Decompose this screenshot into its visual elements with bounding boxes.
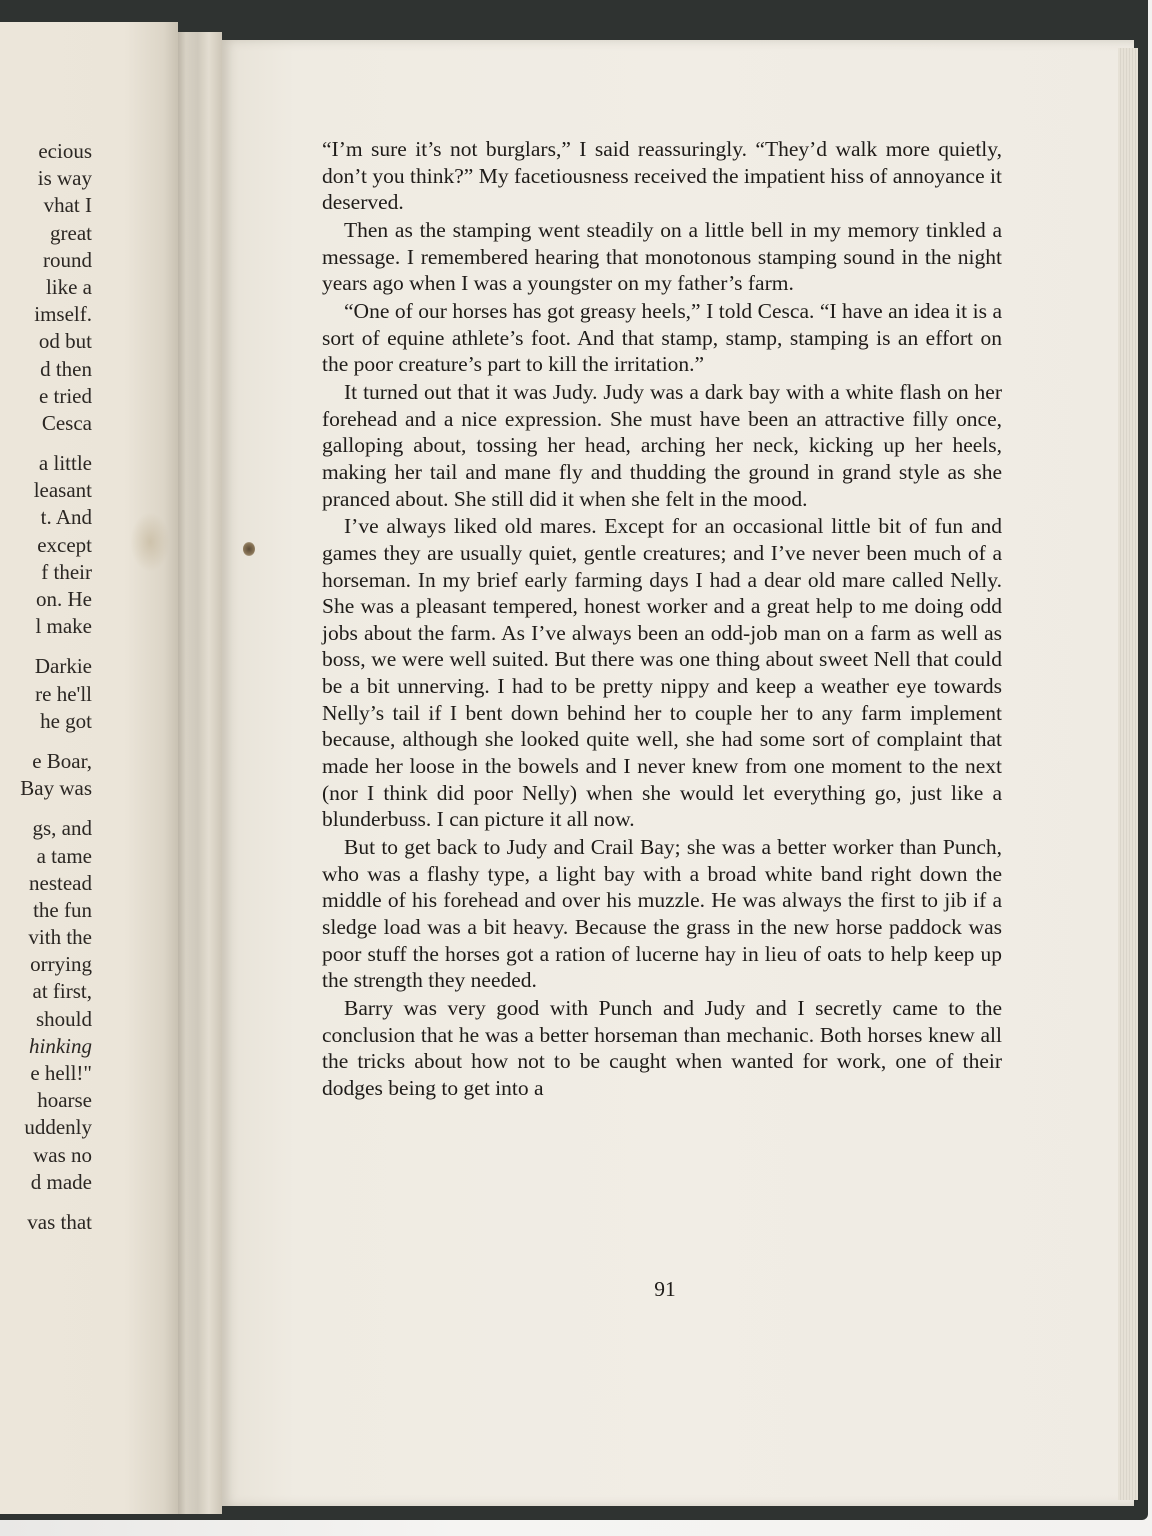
left-line: re he'll [35,681,92,706]
paragraph: It turned out that it was Judy. Judy was a dark bay with a white flash on her forehead and a nice expression. She must have been an attractive filly once, galloping about, tossing her head, arching her neck, kicking up her heels, making her tail and mane fly and thudding the ground in grand style as she pranced about. She still did it when she felt in the mood. [322,379,1002,511]
left-line: vhat I [43,193,92,218]
left-page [0,22,178,1514]
left-line: great [50,220,92,245]
paragraph-gap [0,437,92,450]
paragraph: “One of our horses has got greasy heels,” I told Cesca. “I have an idea it is a sort of equine athlete’s foot. And that stamp, stamp, stamping is an effort on the poor creature’s part to kill the irritation.” [322,298,1002,377]
left-line: at first, [32,979,92,1004]
left-line: e hell!" [30,1061,92,1085]
paragraph-gap [0,802,92,815]
left-line: ecious [38,139,92,163]
page-body-text [322,136,1002,1102]
paragraph: But to get back to Judy and Crail Bay; she was a better worker than Punch, who was a flashy type, a light bay with a broad white band right down the middle of his forehead and over his muzzle. He was always the first to jib if a sledge load was a bit heavy. Because the grass in the new horse paddock was poor stuff the horses got a ration of lucerne hay in lieu of oats to help keep up the strength they needed. [322,835,1002,993]
paragraph: Then as the stamping went steadily on a little bell in my memory tinkled a message. I remembered hearing that monotonous stamping sound in the night years ago when I was a youngster on my father’s farm. [322,217,1002,296]
left-line: imself. [34,302,92,327]
paragraph: I’ve always liked old mares. Except for an occasional little bit of fun and games they are usually quiet, gentle creatures; and I’ve never been much of a horseman. In my brief early farming days I had a dear old mare called Nelly. She was a pleasant tempered, honest worker and a great help to me doing odd jobs about the farm. As I’ve always been an odd-job man on a farm as well as boss, we were well suited. But there was one thing about sweet Nell that could be a bit unnerving. I had to be pretty nippy and keep a weather eye towards Nelly’s tail if I bent down behind her to couple her to any farm implement because, although she looked quite well, she had some sort of complaint that made her loose in the bowels and I never knew from one moment to the next (nor I think did poor Nelly) when she would let everything go, just like a blunderbuss. I can picture it all now. [322,514,1002,832]
left-line: d made [30,1169,92,1194]
left-line: should [35,1006,92,1031]
left-line: is way [37,166,92,191]
book-spine [178,32,222,1514]
left-line: was no [33,1142,92,1167]
left-line: hinking [29,1033,92,1058]
page-edges [1118,48,1138,1500]
left-line: the fun [33,897,92,922]
left-line: a tame [36,843,92,868]
left-line: gs, and [32,816,92,841]
left-line: vith the [28,925,92,950]
left-line: e Boar, [32,748,92,773]
paragraph-gap [0,1196,92,1209]
left-line: uddenly [24,1115,92,1140]
left-line: od but [38,329,92,354]
left-line: t. And [40,505,92,530]
paragraph: “I’m sure it’s not burglars,” I said reassuringly. “They’d walk more quietly, don’t you think?” My facetiousness received the impatient hiss of annoyance it deserved. [322,137,1002,215]
left-line: on. He [36,587,92,611]
left-line: round [43,247,92,272]
left-line: except [37,532,92,557]
paragraph-gap [0,735,92,748]
left-line: f their [41,559,92,584]
left-line: e tried [38,383,92,408]
left-line: hoarse [37,1088,92,1113]
left-line: nestead [29,870,92,895]
left-line: a little [38,451,92,476]
left-page-text [0,138,92,1236]
page-number: 91 [654,1277,676,1301]
paragraph: Barry was very good with Punch and Judy and I secretly came to the conclusion that he was a better horseman than mechanic. Both horses knew all the tricks about how not to be caught when wanted for work, one of their dodges being to get into a [322,996,1002,1100]
page-stain [243,542,255,556]
page-stain [130,512,170,572]
left-line: leasant [33,478,92,503]
left-line: d then [40,356,92,381]
left-line: Cesca [41,410,92,435]
left-line: like a [45,274,92,299]
left-line: Darkie [34,654,92,679]
left-line: he got [40,708,92,733]
left-line: vas that [27,1209,92,1234]
paragraph-gap [0,640,92,653]
left-line: Bay was [20,776,92,801]
left-line: orrying [30,952,92,977]
left-line: l make [35,614,92,639]
